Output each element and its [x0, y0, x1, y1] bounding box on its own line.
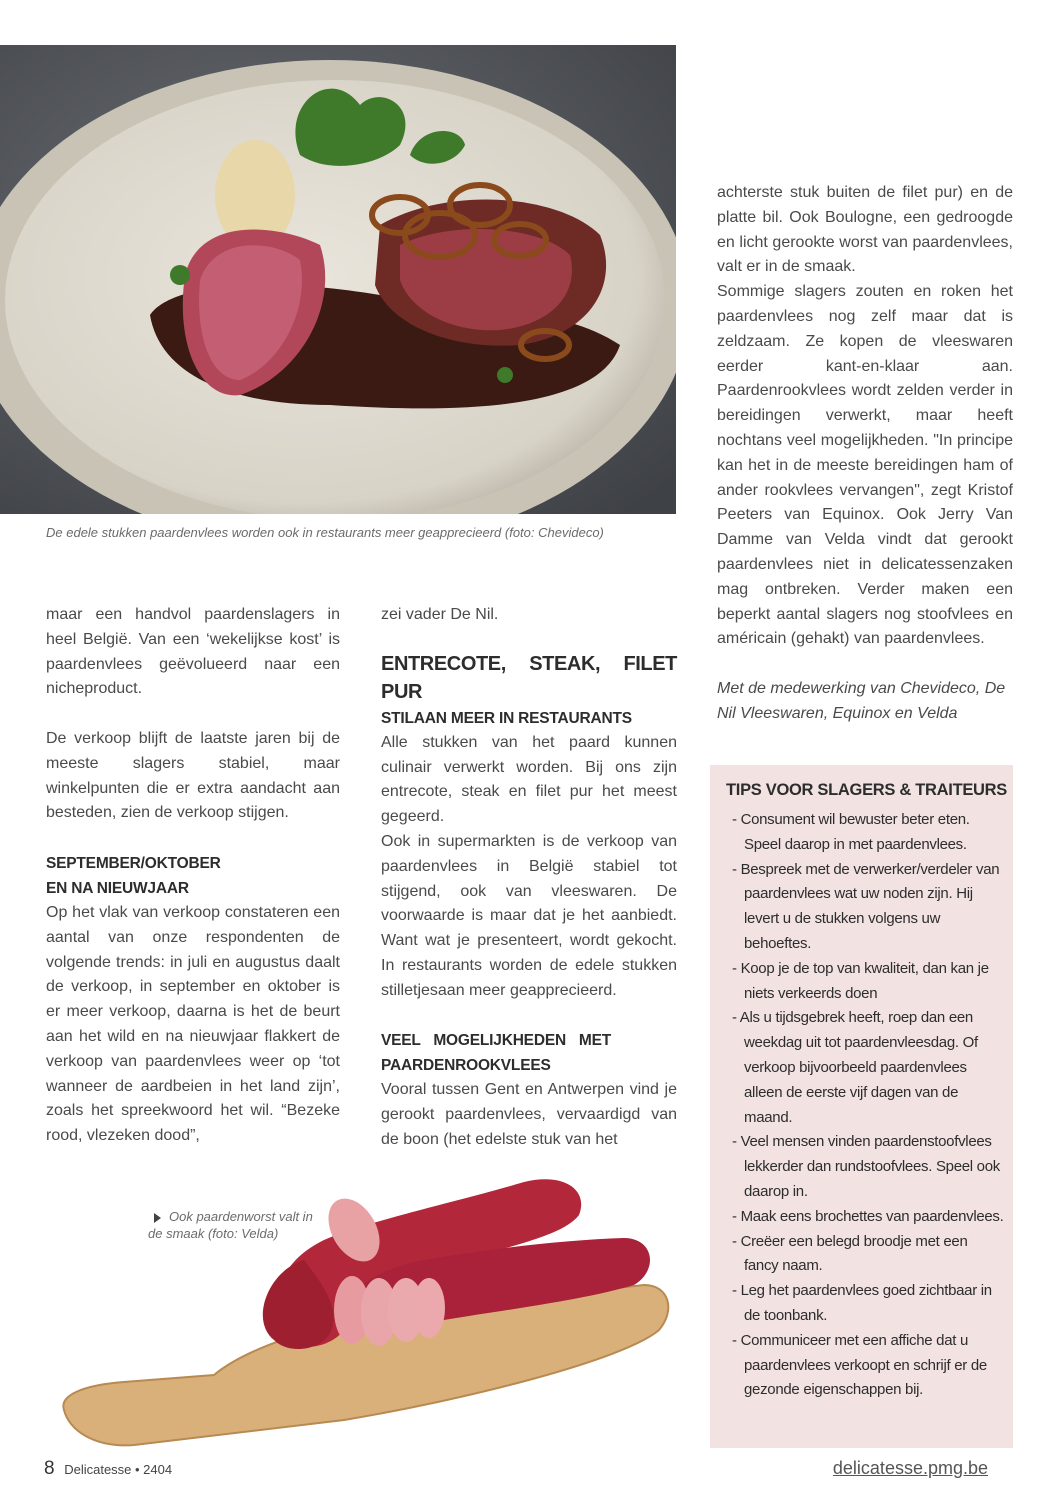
page-number: 8	[44, 1458, 55, 1479]
paragraph: maar een handvol paardenslagers in heel België. Van een ‘wekelijkse kost’ is paardenvlees geëvolueerd naar een nicheproduct.	[46, 606, 340, 698]
section-heading: SEPTEMBER/OKTOBER EN NA NIEUWJAAR	[46, 854, 221, 897]
tip-item: - Veel mensen vinden paardenstoofvlees lekkerder dan rundstoofvlees. Speel ook daarop in.	[732, 1133, 1000, 1200]
paragraph: Vooral tussen Gent en Antwerpen vind je gerookt paardenvlees, vervaardigd van de boon (het edelste stuk van het	[381, 1081, 677, 1148]
tip-item: - Communiceer met een affiche dat u paardenvlees verkoopt en schrijf er de gezonde eigenschappen bij.	[732, 1331, 987, 1399]
paragraph: achterste stuk buiten de filet pur) en de platte bil. Ook Boulogne, een gedroogde en licht gerookte worst van paardenvlees, valt er in de smaak.	[717, 184, 1013, 276]
tip-item: - Consument wil bewuster beter eten. Speel daarop in met paardenvlees.	[732, 811, 970, 853]
credits: Met de medewerking van Chevideco, De Nil Vleeswaren, Equinox en Velda	[717, 679, 1006, 722]
website-link[interactable]: delicatesse.pmg.be	[832, 1458, 988, 1478]
sausage-photo-caption	[148, 1208, 318, 1242]
tip-item: - Creëer een belegd broodje met een fancy naam.	[732, 1232, 968, 1275]
section-heading: VEEL MOGELIJKHEDEN MET PAARDENROOKVLEES	[381, 1032, 611, 1075]
section-subheading: STILAAN MEER IN RESTAURANTS	[381, 709, 632, 727]
magazine-issue: Delicatesse • 2404	[64, 1462, 173, 1477]
paragraph: zei vader De Nil.	[381, 606, 499, 623]
tips-title: TIPS VOOR SLAGERS & TRAITEURS	[726, 781, 1007, 799]
paragraph: Op het vlak van verkoop constateren een aantal van onze respondenten de volgende trends: in juli en augustus daalt de verkoop, in september en oktober is er meer verkoop, daarna is het de beurt aan het wild en na nieuwjaar flakkert de verkoop van paardenvlees weer op ‘tot wanneer de aardbeien in het land zijn’, zoals het spreekwoord het wil. “Bezeke rood, vlezeken dood”,	[46, 903, 340, 1145]
main-photo-caption: De edele stukken paardenvlees worden ook in restaurants meer geapprecieerd (foto: Chevideco)	[46, 525, 604, 540]
sausage-photo	[44, 1160, 684, 1450]
tip-item: - Bespreek met de verwerker/verdeler van paardenvlees wat uw noden zijn. Hij levert u de stukken volgens uw behoeftes.	[732, 860, 1000, 952]
footer-left	[44, 1458, 172, 1480]
section-heading-large: ENTRECOTE, STEAK, FILET PUR	[381, 652, 677, 703]
paragraph: Ook in supermarkten is de verkoop van paardenvlees in België stabiel tot stijgend, ook van vleeswaren. De voorwaarde is maar dat je het aanbiedt. Want wat je presenteert, wordt gekocht. In restaurants worden de edele stukken stilletjesaan meer geapprecieerd.	[381, 832, 677, 999]
tips-list	[732, 808, 1004, 1403]
tip-item: - Koop je de top van kwaliteit, dan kan je niets verkeerds doen	[732, 959, 989, 1002]
tip-item: - Leg het paardenvlees goed zichtbaar in de toonbank.	[732, 1282, 992, 1324]
caption-text: Ook paardenworst valt in de smaak (foto: Velda)	[148, 1209, 313, 1241]
steak-plate-illustration	[0, 45, 676, 514]
paragraph: De verkoop blijft de laatste jaren bij de meeste slagers stabiel, maar winkelpunten die er extra aandacht aan besteden, zien de verkoop stijgen.	[46, 729, 340, 822]
article-column-2	[381, 603, 677, 1153]
tips-box	[710, 765, 1013, 1448]
article-column-1	[46, 603, 340, 1149]
tip-item: - Als u tijdsgebrek heeft, roep dan een weekdag uit tot paardenvleesdag. Of verkoop bijvoorbeeld paardenvlees alleen de eerste vijf dagen van de maand.	[732, 1009, 978, 1126]
main-photo	[0, 45, 676, 514]
paragraph: Sommige slagers zouten en roken het paardenvlees nog zelf maar dat is zeldzaam. Ze kopen de vleeswaren eerder kant-en-klaar aan. Paardenrookvlees wordt zelden verder in bereidingen verwerkt, maar heeft nochtans veel mogelijkheden. "In principe kan het in de meeste bereidingen ham of ander rookvlees vervangen", zegt Kristof Peeters van Equinox. Ook Jerry Van Damme van Velda vindt dat gerookt paardenvlees niet in delicatessenzaken mag ontbreken. Verder maken een beperkt aantal slagers nog stoofvlees en américain (gehakt) van paardenvlees.	[717, 283, 1013, 648]
article-column-3	[717, 181, 1013, 727]
tip-item: - Maak eens brochettes van paardenvlees.	[732, 1207, 1004, 1225]
paragraph: Alle stukken van het paard kunnen culinair verwerkt worden. Bij ons zijn entrecote, steak en filet pur het meest gegeerd.	[381, 733, 677, 826]
sausage-board-illustration	[44, 1160, 684, 1450]
caption-arrow-icon	[154, 1213, 161, 1223]
